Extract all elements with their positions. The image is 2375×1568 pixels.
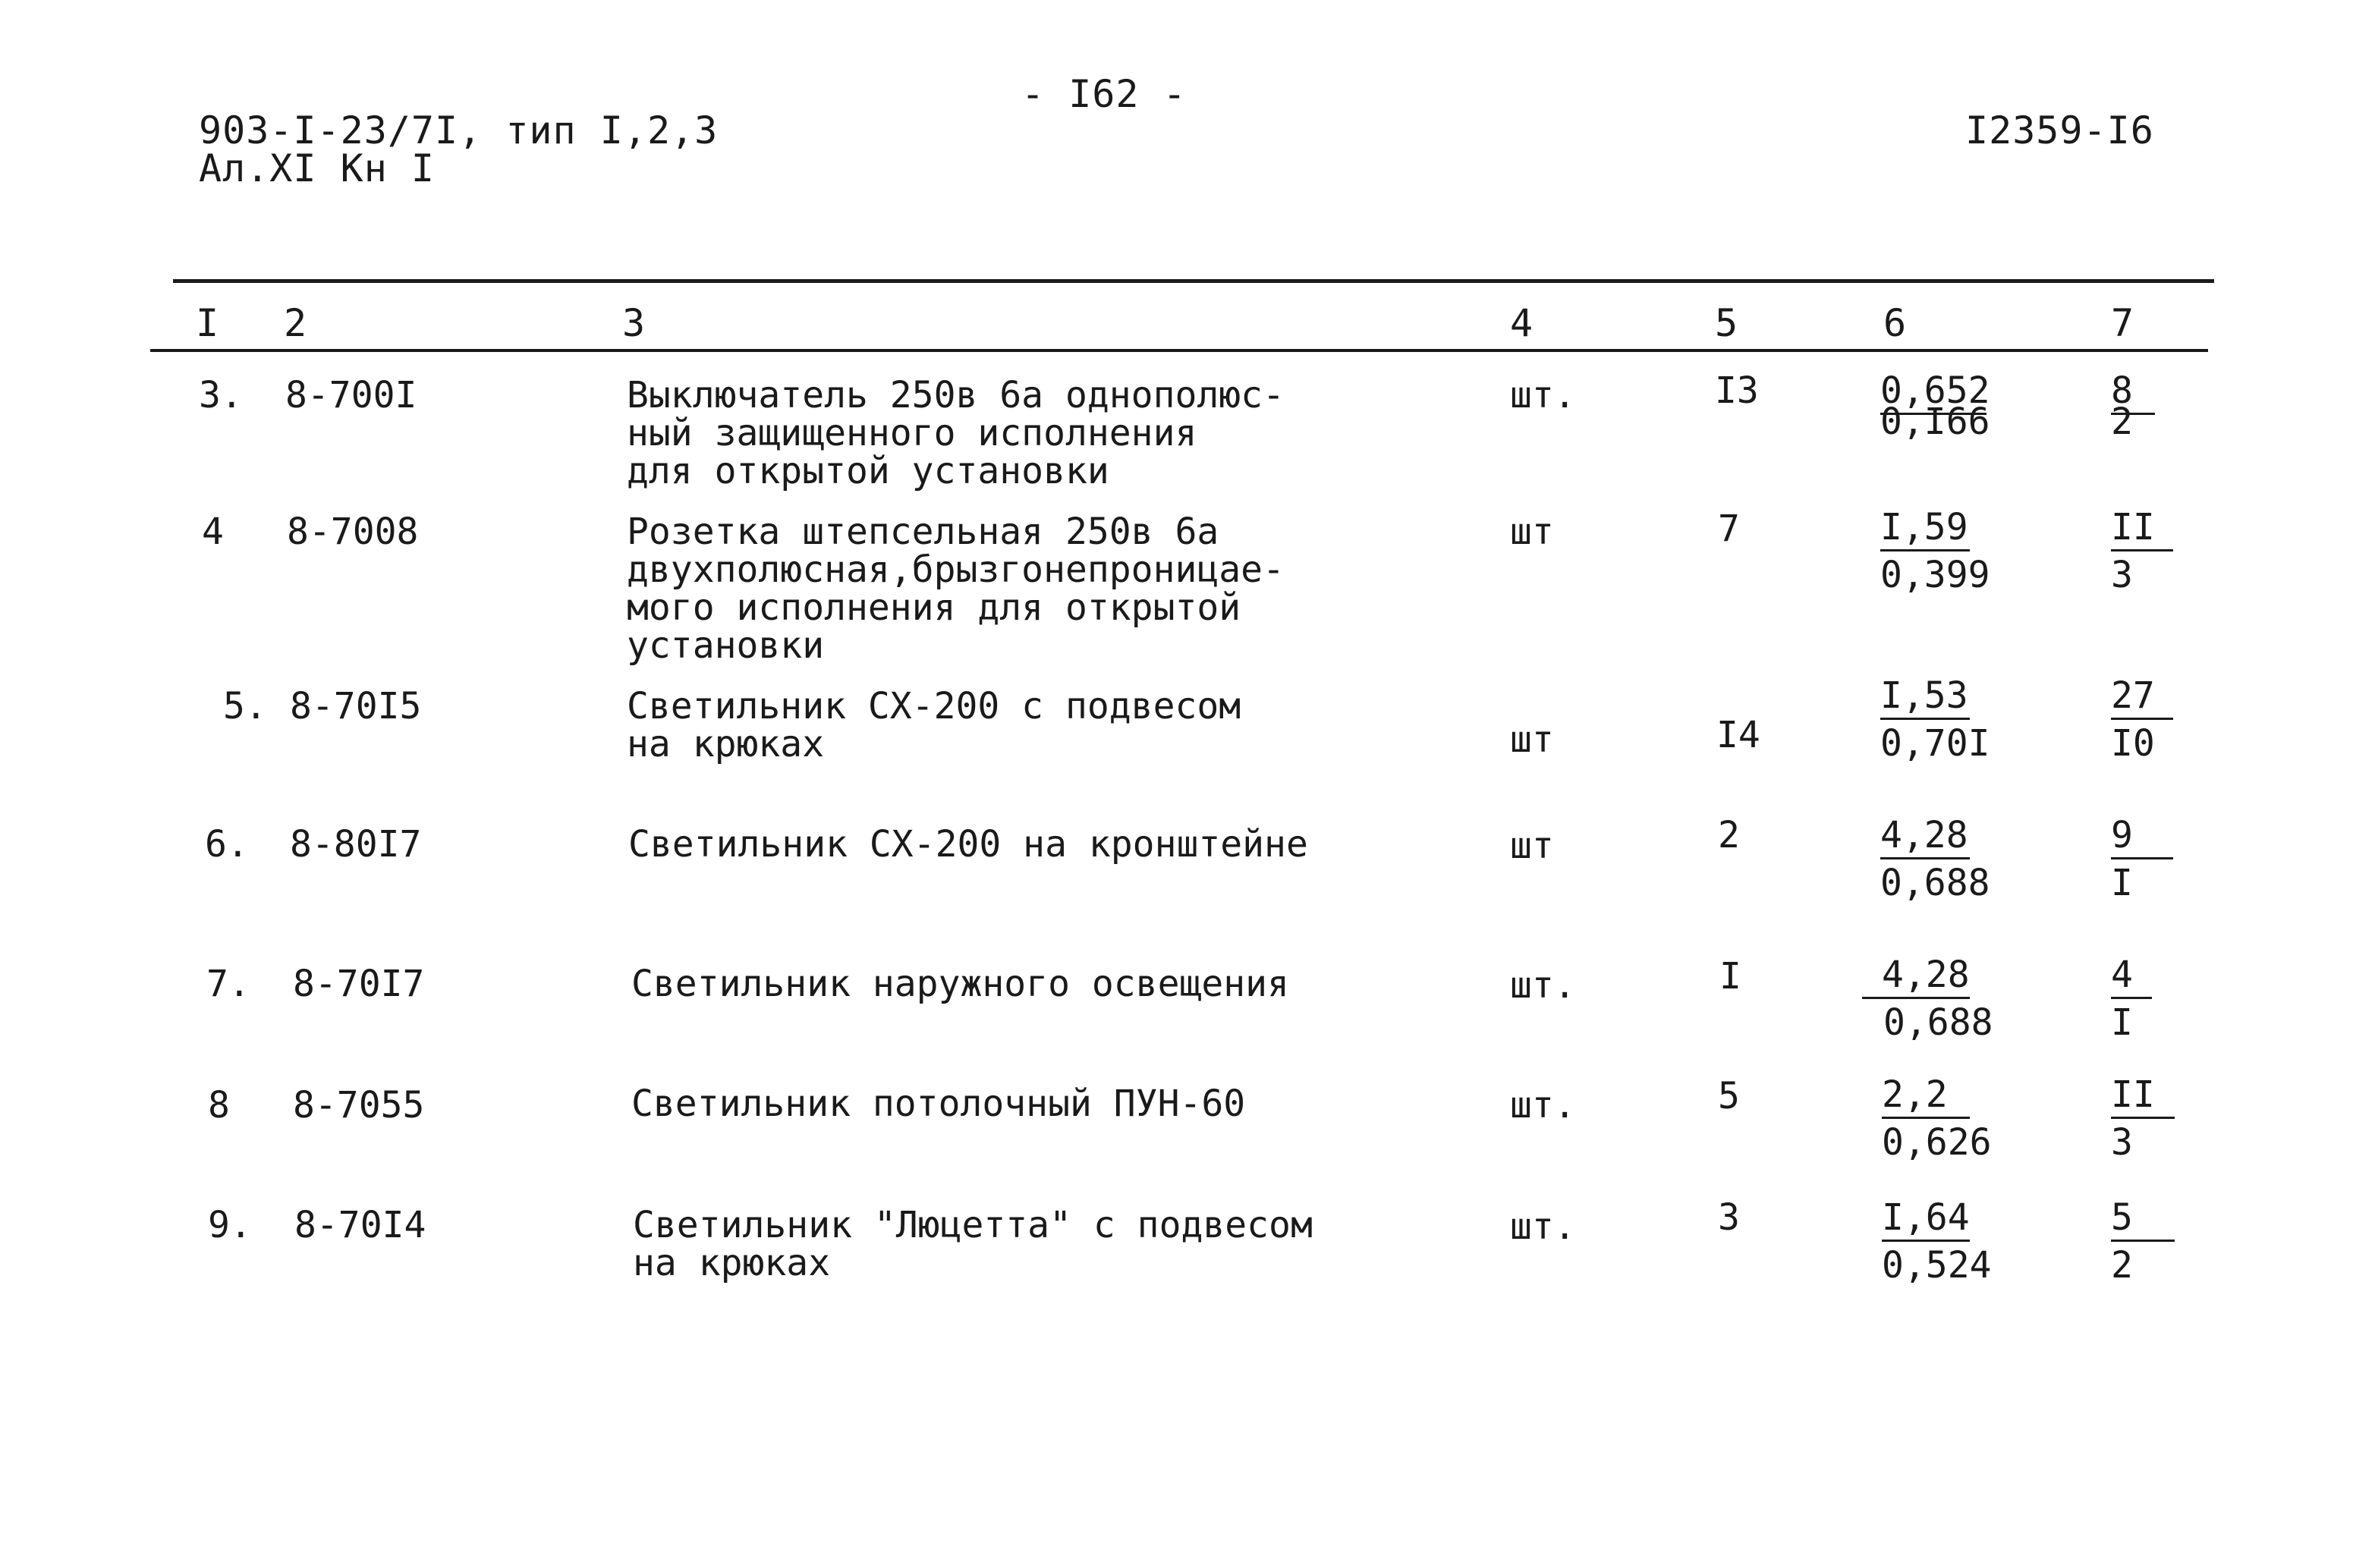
- item-description: [633, 1206, 1316, 1282]
- col6-bottom: 0,688: [1883, 1001, 1993, 1044]
- col7-fraction: [2111, 816, 2173, 902]
- row-number: 6.: [205, 823, 249, 866]
- col7-top: 27: [2111, 674, 2155, 717]
- col7-top: II: [2111, 1073, 2155, 1116]
- item-description: [627, 687, 1310, 763]
- col7-bottom: 3: [2111, 1121, 2133, 1164]
- column-number: 3: [622, 301, 646, 345]
- col6-bottom: 0,626: [1882, 1121, 1992, 1164]
- col6-bottom: 0,70I: [1880, 722, 1990, 765]
- col6-fraction: [1862, 954, 1993, 1044]
- col7-bottom: 2: [2111, 401, 2133, 443]
- quantity: I3: [1715, 369, 1759, 412]
- col7-fraction: [2111, 1196, 2175, 1287]
- description-line: Выключатель 250в 6а однополюс-: [627, 374, 1285, 416]
- unit: шт.: [1510, 374, 1576, 416]
- unit: шт: [1510, 825, 1554, 867]
- fraction-bar: [2111, 857, 2173, 859]
- col6-bottom: 0,I66: [1880, 401, 1990, 443]
- unit: шт.: [1510, 1205, 1576, 1248]
- col6-fraction: [1880, 506, 1990, 596]
- unit: шт: [1510, 718, 1554, 761]
- fraction-bar: [2111, 549, 2173, 551]
- fraction-bar: [1882, 1117, 1970, 1119]
- unit: шт: [1510, 511, 1554, 553]
- col7-bottom: I: [2111, 1001, 2133, 1044]
- fraction-bar: [2111, 718, 2173, 720]
- item-code: 8-7055: [293, 1084, 425, 1127]
- col7-bottom: I0: [2111, 722, 2155, 765]
- col6-top: 0,652: [1880, 369, 1990, 412]
- quantity: I4: [1716, 714, 1760, 756]
- fraction-bar: [1862, 997, 1970, 999]
- col6-fraction: [1880, 369, 1990, 443]
- column-number: I: [196, 301, 219, 345]
- album-reference: Ал.XI Кн I: [199, 146, 436, 190]
- col6-fraction: [1882, 1196, 1992, 1287]
- description-line: ный защищенного исполнения: [627, 412, 1197, 454]
- column-number: 5: [1715, 301, 1738, 345]
- item-code: 8-70I4: [294, 1204, 426, 1246]
- table-top-rule: [173, 279, 2214, 283]
- quantity: 3: [1718, 1196, 1740, 1239]
- column-number: 7: [2111, 301, 2134, 345]
- doc-number: I2359-I6: [1965, 108, 2154, 152]
- description-line: Светильник СХ-200 на кронштейне: [628, 823, 1308, 866]
- col7-fraction: [2111, 674, 2173, 765]
- col7-bottom: I: [2111, 862, 2133, 904]
- row-number: 7.: [206, 963, 250, 1005]
- col6-top: I,59: [1880, 506, 1968, 548]
- item-description: [628, 823, 1311, 866]
- unit: шт.: [1510, 1084, 1576, 1127]
- column-number: 2: [284, 301, 307, 345]
- col6-bottom: 0,399: [1880, 554, 1990, 596]
- col6-fraction: [1880, 814, 1990, 904]
- col7-top: 9: [2111, 814, 2133, 856]
- quantity: 5: [1718, 1075, 1740, 1117]
- fraction-bar: [1880, 857, 1970, 859]
- item-code: 8-70I5: [290, 685, 422, 727]
- col6-top: 4,28: [1880, 814, 1968, 856]
- col6-bottom: 0,524: [1882, 1244, 1992, 1287]
- column-number: 4: [1510, 301, 1534, 345]
- description-line: Розетка штепсельная 250в 6а: [627, 511, 1219, 553]
- col7-fraction: [2111, 508, 2173, 594]
- fraction-bar: [2111, 1240, 2175, 1242]
- row-number: 4: [202, 511, 224, 553]
- quantity: I: [1719, 955, 1741, 998]
- item-code: 8-70I7: [293, 963, 425, 1005]
- column-number: 6: [1883, 301, 1907, 345]
- col7-fraction: [2111, 1073, 2175, 1164]
- fraction-bar: [2111, 997, 2152, 999]
- item-code: 8-700I: [285, 374, 417, 416]
- col7-fraction: [2111, 956, 2152, 1042]
- description-line: двухполюсная,брызгонепроницае-: [627, 548, 1285, 591]
- col7-bottom: 3: [2111, 554, 2133, 596]
- col6-top: 2,2: [1882, 1073, 1948, 1116]
- description-line: на крюках: [627, 723, 825, 765]
- description-line: мого исполнения для открытой: [627, 586, 1241, 629]
- col6-fraction: [1882, 1073, 1992, 1164]
- item-code: 8-7008: [287, 511, 419, 553]
- item-description: [631, 1085, 1314, 1123]
- row-number: 8: [208, 1084, 230, 1127]
- description-line: установки: [627, 624, 825, 667]
- col6-top: I,53: [1880, 674, 1968, 717]
- col6-fraction: [1880, 674, 1990, 765]
- col6-top: I,64: [1882, 1196, 1970, 1239]
- row-number: 5.: [223, 685, 267, 727]
- description-line: на крюках: [633, 1242, 831, 1284]
- col6-top: 4,28: [1882, 954, 1970, 996]
- table-header-rule: [150, 349, 2208, 352]
- description-line: Светильник наружного освещения: [631, 963, 1289, 1005]
- unit: шт.: [1510, 964, 1576, 1007]
- row-number: 9.: [208, 1204, 252, 1246]
- page-number: - I62 -: [1021, 72, 1187, 116]
- description-line: Светильник СХ-200 с подвесом: [627, 685, 1241, 727]
- item-description: [627, 376, 1310, 490]
- item-description: [627, 513, 1310, 665]
- fraction-bar: [1880, 718, 1970, 720]
- col7-top: 4: [2111, 954, 2133, 996]
- col7-top: 5: [2111, 1196, 2133, 1239]
- doc-code: 903-I-23/7I, тип I,2,3: [199, 108, 719, 152]
- description-line: для открытой установки: [627, 450, 1109, 492]
- col6-bottom: 0,688: [1880, 862, 1990, 904]
- fraction-bar: [1880, 549, 1970, 551]
- fraction-bar: [1882, 1240, 1970, 1242]
- col7-bottom: 2: [2111, 1244, 2133, 1287]
- row-number: 3.: [199, 374, 243, 416]
- col7-top: 8: [2111, 369, 2133, 412]
- col7-top: II: [2111, 506, 2155, 548]
- fraction-bar: [2111, 1117, 2175, 1119]
- quantity: 2: [1718, 814, 1740, 856]
- description-line: Светильник "Люцетта" с подвесом: [633, 1204, 1313, 1246]
- item-code: 8-80I7: [290, 823, 422, 866]
- description-line: Светильник потолочный ПУН-60: [631, 1083, 1246, 1125]
- item-description: [631, 965, 1314, 1003]
- col7-fraction: [2111, 369, 2155, 443]
- quantity: 7: [1718, 507, 1740, 550]
